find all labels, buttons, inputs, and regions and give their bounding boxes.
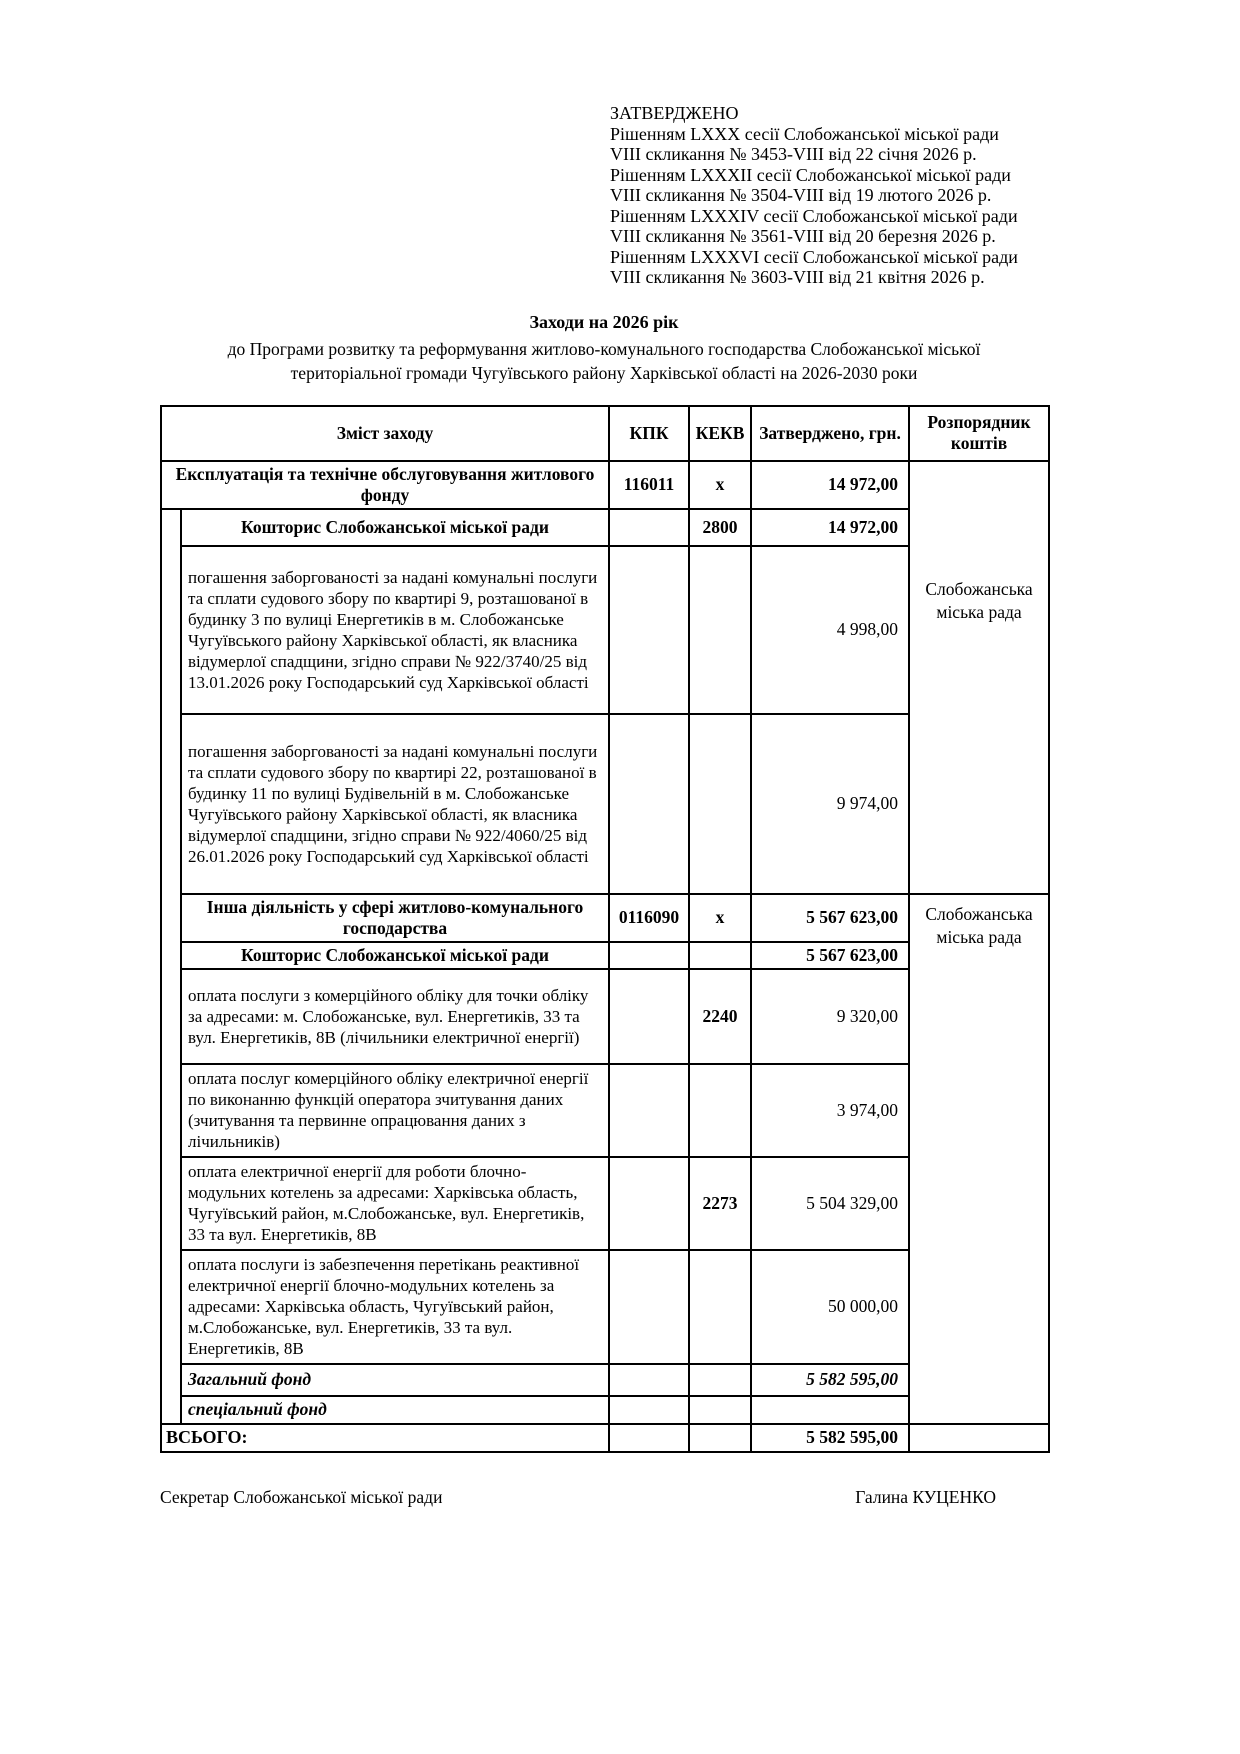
cell-kekv-r4 <box>689 714 751 894</box>
table-row <box>161 461 1049 509</box>
cell-approved-r5: 5 567 623,00 <box>751 894 909 942</box>
cell-approved-r9: 5 504 329,00 <box>751 1157 909 1250</box>
cell-kpk-r4 <box>609 714 689 894</box>
cell-kekv-r6 <box>689 942 751 969</box>
page-title: Заходи на 2026 рік <box>529 311 679 332</box>
cell-approved-r1: 14 972,00 <box>751 461 909 509</box>
cell-content-r5: Інша діяльність у сфері житлово-комунального господарства <box>181 894 609 942</box>
cell-approved-r7: 9 320,00 <box>751 969 909 1064</box>
page-subtitle: до Програми розвитку та реформування житлово-комунального господарства Слобожанської міської територіальної громади Чугуївського району Харківської області на 2026-2030 роки <box>227 338 981 383</box>
measures-table <box>160 405 1050 1453</box>
approval-line: Рішенням LXXXIV сесії Слобожанської міської ради <box>610 205 1018 226</box>
cell-content-r8: оплата послуг комерційного обліку електричної енергії по виконанню функцій оператора зчитування даних (зчитування та первинне опрацювання даних з лічильників) <box>181 1064 609 1157</box>
cell-content-special-fund: спеціальний фонд <box>181 1396 609 1424</box>
cell-kpk-r3 <box>609 546 689 714</box>
cell-content-r3: погашення заборгованості за надані комунальні послуги та сплати судового збору по квартирі 9, розташованої в будинку 3 по вулиці Енергетиків в м. Слобожанське Чугуївського району Харківської області, як власника відумерлої спадщини, згідно справи № 922/3740/25 від 13.01.2026 року Господарський суд Харківської області <box>181 546 609 714</box>
col-header-approved: Затверджено, грн. <box>751 406 909 461</box>
signature-name: Галина КУЦЕНКО <box>855 1486 996 1507</box>
cell-kpk-r6 <box>609 942 689 969</box>
cell-content-r7: оплата послуги з комерційного обліку для точки обліку за адресами: м. Слобожанське, вул. Енергетиків, 33 та вул. Енергетиків, 8В (лічильники електричної енергії) <box>181 969 609 1064</box>
indent-strip-cell <box>161 509 181 1424</box>
approval-line: Рішенням LXXX сесії Слобожанської міської ради <box>610 123 999 144</box>
col-header-content: Зміст заходу <box>161 406 609 461</box>
cell-kekv-total <box>689 1424 751 1452</box>
cell-disposer-total <box>909 1424 1049 1452</box>
cell-kpk-r1: 116011 <box>609 461 689 509</box>
cell-disposer-2: Слобожанська міська рада <box>909 894 1049 1424</box>
cell-approved-r3: 4 998,00 <box>751 546 909 714</box>
cell-content-r2: Кошторис Слобожанської міської ради <box>181 509 609 546</box>
cell-kekv-r1: x <box>689 461 751 509</box>
approval-line: VIII скликання № 3504-VIII від 19 лютого 2026 р. <box>610 185 992 205</box>
cell-kekv-r11 <box>689 1364 751 1396</box>
approval-line: VIII скликання № 3453-VIII від 22 січня 2026 р. <box>610 144 977 164</box>
cell-kpk-r9 <box>609 1157 689 1250</box>
cell-total-label: ВСЬОГО: <box>161 1424 609 1452</box>
cell-kekv-r7: 2240 <box>689 969 751 1064</box>
cell-kekv-r8 <box>689 1064 751 1157</box>
cell-approved-r10: 50 000,00 <box>751 1250 909 1364</box>
cell-content-r6: Кошторис Слобожанської міської ради <box>181 942 609 969</box>
cell-kpk-r2 <box>609 509 689 546</box>
col-header-kekv: КЕКВ <box>689 406 751 461</box>
approval-line: VIII скликання № 3561-VIII від 20 березня 2026 р. <box>610 226 996 246</box>
approval-block <box>610 103 1080 288</box>
cell-kekv-r5: x <box>689 894 751 942</box>
cell-content-general-fund: Загальний фонд <box>181 1364 609 1396</box>
approval-line: Рішенням LXXXII сесії Слобожанської міської ради <box>610 164 1011 185</box>
cell-content-r9: оплата електричної енергії для роботи блочно-модульних котелень за адресами: Харківська область, Чугуївський район, м.Слобожанське, вул. Енергетиків, 33 та вул. Енергетиків, 8В <box>181 1157 609 1250</box>
cell-approved-general-fund: 5 582 595,00 <box>751 1364 909 1396</box>
table-total-row <box>161 1424 1049 1452</box>
cell-content-r1: Експлуатація та технічне обслуговування житлового фонду <box>161 461 609 509</box>
cell-approved-special-fund <box>751 1396 909 1424</box>
cell-content-r10: оплата послуги із забезпечення перетікань реактивної електричної енергії блочно-модульних котелень за адресами: Харківська область, Чугуївський район, м.Слобожанське, вул. Енергетиків, 33 та вул. Енергетиків, 8В <box>181 1250 609 1364</box>
approval-line: ЗАТВЕРДЖЕНО <box>610 103 739 123</box>
signature-line <box>160 1487 1048 1508</box>
cell-approved-r2: 14 972,00 <box>751 509 909 546</box>
cell-approved-r8: 3 974,00 <box>751 1064 909 1157</box>
table-header-row <box>161 406 1049 461</box>
cell-approved-r6: 5 567 623,00 <box>751 942 909 969</box>
cell-kekv-r2: 2800 <box>689 509 751 546</box>
cell-kekv-r12 <box>689 1396 751 1424</box>
cell-kpk-r12 <box>609 1396 689 1424</box>
cell-kpk-r10 <box>609 1250 689 1364</box>
cell-kpk-r7 <box>609 969 689 1064</box>
cell-kekv-r3 <box>689 546 751 714</box>
col-header-kpk: КПК <box>609 406 689 461</box>
cell-disposer-1: Слобожанська міська рада <box>909 461 1049 894</box>
signature-title: Секретар Слобожанської міської ради <box>160 1486 443 1507</box>
cell-approved-total: 5 582 595,00 <box>751 1424 909 1452</box>
table-row <box>161 894 1049 942</box>
cell-kpk-r8 <box>609 1064 689 1157</box>
cell-kekv-r9: 2273 <box>689 1157 751 1250</box>
col-header-disposer: Розпорядник коштів <box>909 406 1049 461</box>
cell-kpk-total <box>609 1424 689 1452</box>
approval-line: Рішенням LXXXVI сесії Слобожанської міської ради <box>610 246 1018 267</box>
cell-content-r4: погашення заборгованості за надані комунальні послуги та сплати судового збору по квартирі 22, розташованої в будинку 11 по вулиці Будівельній в м. Слобожанське Чугуївського району Харківської області, як власника відумерлої спадщини, згідно справи № 922/4060/25 від 26.01.2026 року Господарський суд Харківської області <box>181 714 609 894</box>
cell-kpk-r11 <box>609 1364 689 1396</box>
cell-approved-r4: 9 974,00 <box>751 714 909 894</box>
title-block <box>160 312 1048 385</box>
cell-kekv-r10 <box>689 1250 751 1364</box>
approval-line: VIII скликання № 3603-VIII від 21 квітня 2026 р. <box>610 267 985 287</box>
cell-kpk-r5: 0116090 <box>609 894 689 942</box>
